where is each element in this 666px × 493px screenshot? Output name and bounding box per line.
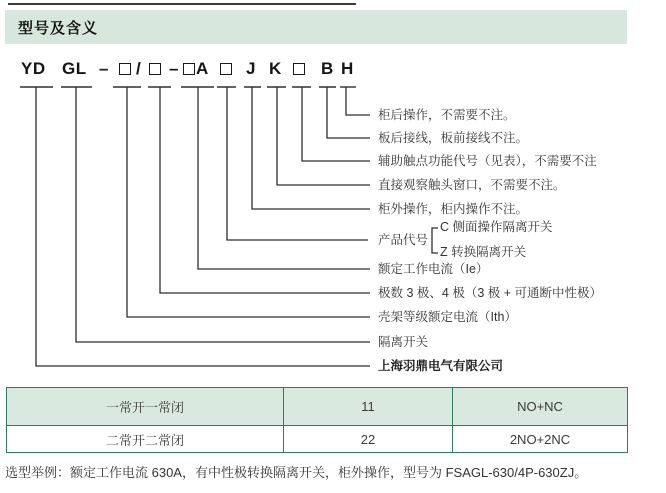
diagram-label: 辅助触点功能代号（见表），不需要不注: [378, 154, 597, 168]
table-row: [7, 426, 628, 453]
model-code-token: –: [169, 59, 179, 78]
table-cell: 11: [284, 388, 453, 426]
top-rule: [8, 3, 356, 5]
placeholder-box: [220, 63, 232, 75]
section-title: 型号及含义: [18, 19, 99, 37]
diagram-label: 壳架等级额定电流（Ith）: [378, 310, 517, 324]
diagram-label: 产品代号: [378, 233, 429, 247]
model-code-token: /: [136, 59, 142, 78]
placeholder-box: [183, 63, 195, 75]
model-code-token: YD: [21, 59, 46, 78]
diagram-label: 直接观察触头窗口，不需要不注。: [378, 178, 566, 192]
model-code-token: [148, 59, 162, 79]
product-code-option: C 侧面操作隔离开关: [440, 220, 553, 234]
diagram-label: 隔离开关: [378, 335, 429, 349]
model-code-token: A: [182, 59, 209, 79]
model-code-token: [219, 59, 233, 79]
diagram-label: 上海羽鼎电气有限公司: [378, 359, 504, 373]
table-cell: 一常开一常闭: [7, 388, 284, 426]
table-cell: 2NO+2NC: [453, 426, 628, 453]
auxiliary-contact-table: [6, 387, 628, 453]
diagram-label: 板后接线，板前接线不注。: [378, 131, 529, 145]
table-row: [7, 388, 628, 426]
table-cell: 22: [284, 426, 453, 453]
placeholder-box: [293, 63, 305, 75]
model-code-token: K: [269, 59, 282, 78]
model-code-token: B: [321, 59, 334, 78]
model-code-token: J: [246, 59, 256, 78]
table-cell: 二常开二常闭: [7, 426, 284, 453]
model-code-token: –: [99, 59, 109, 78]
diagram-label: 额定工作电流（Ie）: [378, 262, 489, 276]
section-header-bar: [5, 10, 627, 44]
table-cell: NO+NC: [453, 388, 628, 426]
placeholder-box: [149, 63, 161, 75]
product-code-option: Z 转换隔离开关: [440, 245, 527, 259]
model-code-token: GL: [62, 59, 87, 78]
model-code-token: [118, 59, 132, 79]
placeholder-box: [119, 63, 131, 75]
diagram-label: 极数 3 极、4 极（3 极 + 可通断中性极）: [378, 286, 602, 300]
diagram-label: 柜后操作，不需要不注。: [378, 108, 516, 122]
model-code-token: [292, 59, 306, 79]
model-code-token: H: [341, 59, 354, 78]
selection-example-note: 选型举例：额定工作电流 630A，有中性极转换隔离开关，柜外操作，型号为 FSAGL-630/4P-630ZJ。: [5, 465, 588, 480]
diagram-label: 柜外操作，柜内操作不注。: [378, 202, 529, 216]
